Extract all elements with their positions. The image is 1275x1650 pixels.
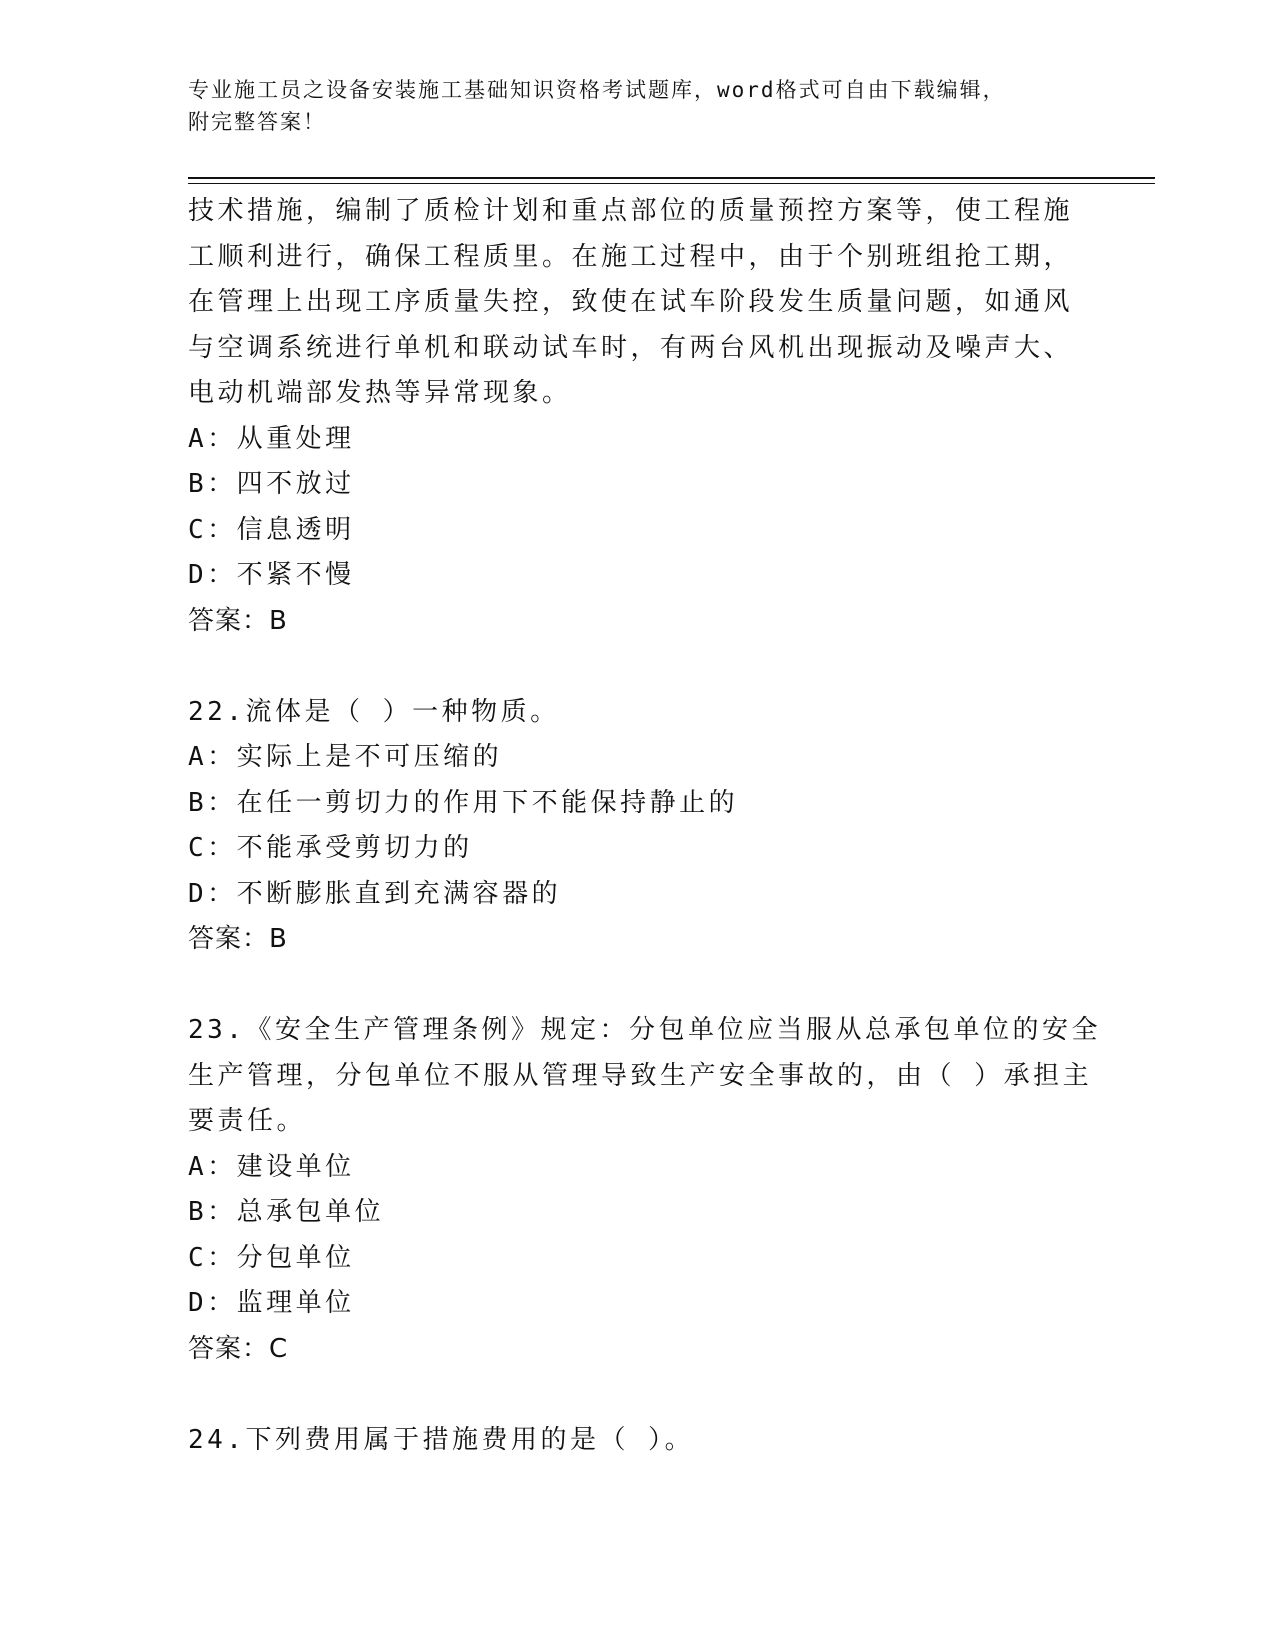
option-c: C：信息透明 <box>188 514 355 545</box>
option-d: D：监理单位 <box>188 1288 355 1318</box>
option-b: B：总承包单位 <box>188 1197 385 1227</box>
option-d: D：不紧不慢 <box>188 560 355 590</box>
spacer <box>188 644 1088 690</box>
option-c: C：不能承受剪切力的 <box>188 833 473 863</box>
question-content <box>188 189 1101 1463</box>
option-d: D：不断膨胀直到充满容器的 <box>188 878 562 909</box>
header-line-2: 附完整答案！ <box>188 110 326 134</box>
question-stem-line: 要责任。 <box>188 1106 307 1136</box>
option-b: B：在任一剪切力的作用下不能保持静止的 <box>188 787 739 818</box>
question-stem-line: 与空调系统进行单机和联动试车时，有两台风机出现振动及噪声大、 <box>188 332 1074 363</box>
document-header <box>188 74 1188 138</box>
question-stem-line: 23.《安全生产管理条例》规定：分包单位应当服从总承包单位的安全 <box>188 1015 1101 1045</box>
answer-line: 答案：B <box>188 924 288 954</box>
header-divider-thin <box>188 183 1155 184</box>
question-stem-line: 22.流体是（ ）一种物质。 <box>188 696 560 727</box>
spacer <box>188 963 1088 1009</box>
question-stem-line: 24.下列费用属于措施费用的是（ ）。 <box>188 1424 695 1455</box>
option-c: C：分包单位 <box>188 1242 355 1273</box>
question-stem-line: 生产管理，分包单位不服从管理导致生产安全事故的，由（ ）承担主 <box>188 1060 1093 1091</box>
question-stem-line: 电动机端部发热等异常现象。 <box>188 378 572 408</box>
header-line-1: 专业施工员之设备安装施工基础知识资格考试题库，word格式可自由下载编辑， <box>188 78 1006 102</box>
spacer <box>188 1372 1088 1418</box>
answer-line: 答案：C <box>188 1333 289 1364</box>
question-21 <box>188 189 1088 644</box>
option-a: A：实际上是不可压缩的 <box>188 742 503 772</box>
header-divider-thick <box>188 177 1155 179</box>
question-stem-line: 在管理上出现工序质量失控，致使在试车阶段发生质量问题，如通风 <box>188 287 1074 317</box>
option-b: B：四不放过 <box>188 469 355 499</box>
question-24 <box>188 1418 1088 1464</box>
question-stem-line: 工顺利进行，确保工程质里。在施工过程中，由于个别班组抢工期， <box>188 241 1074 272</box>
option-a: A：从重处理 <box>188 423 355 454</box>
answer-line: 答案：B <box>188 605 288 636</box>
option-a: A：建设单位 <box>188 1151 355 1182</box>
question-22 <box>188 690 1088 963</box>
question-23 <box>188 1008 1101 1372</box>
question-stem-line: 技术措施，编制了质检计划和重点部位的质量预控方案等，使工程施 <box>188 196 1074 226</box>
